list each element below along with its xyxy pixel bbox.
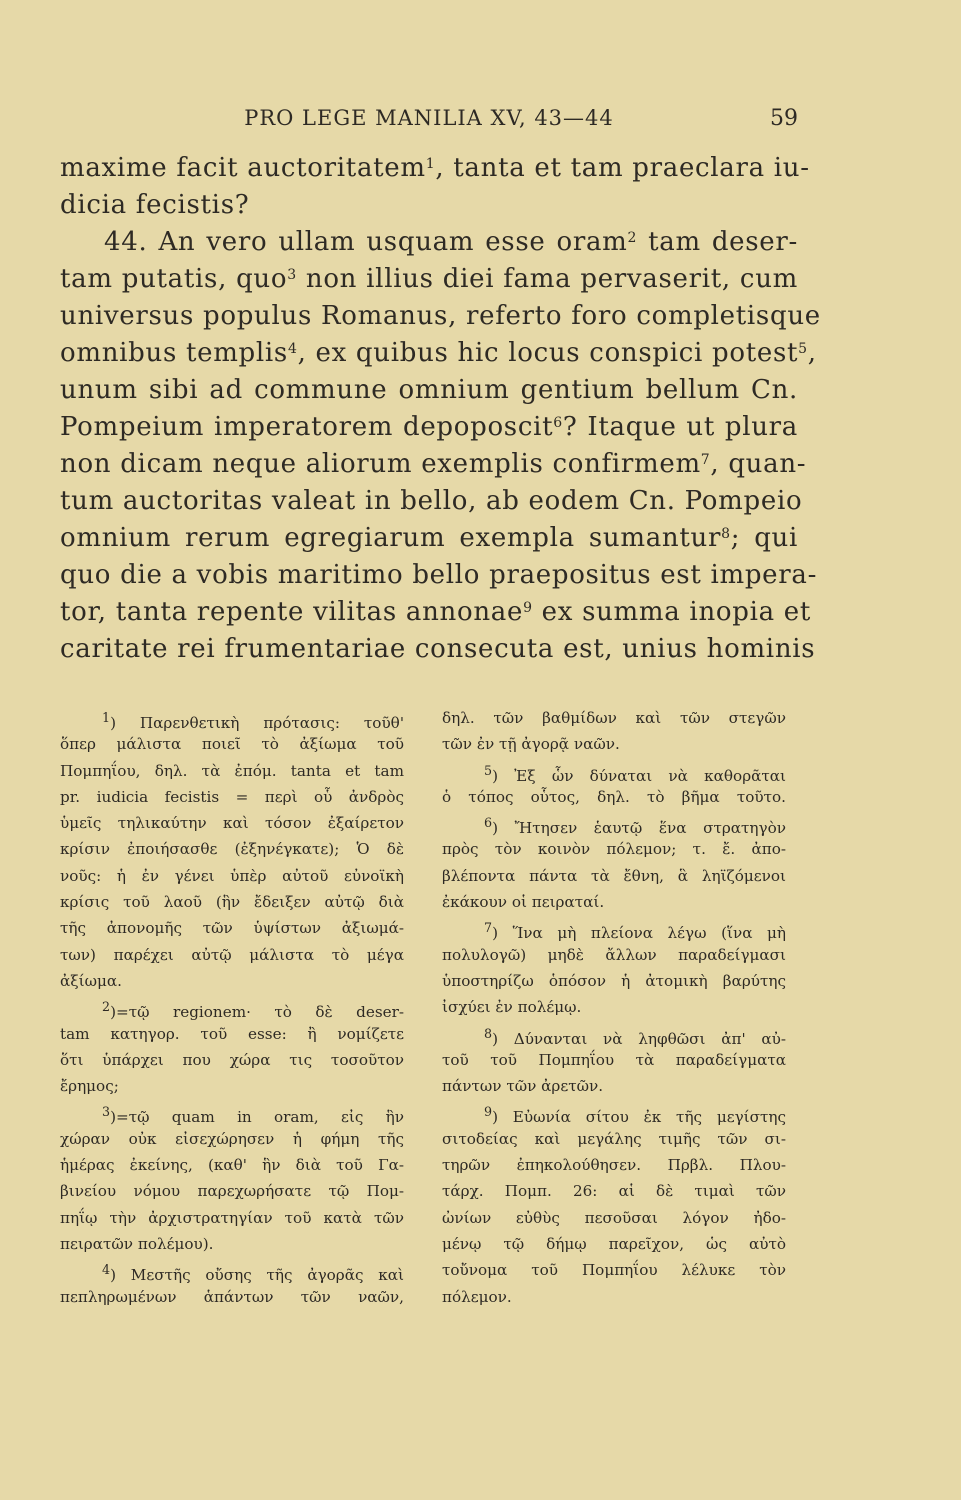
footnote-line: ὁ τόπος οὗτος, δηλ. τὸ βῆμα τοῦτο. (442, 787, 786, 806)
footnote-line: νοῦς: ἡ ἐν γένει ὑπὲρ αὐτοῦ εὐνοϊκὴ (60, 866, 404, 885)
text-line: Pompeium imperatorem depoposcit$^6$? Itaque ut plura (60, 412, 798, 442)
footnote-line: ὅτι ὑπάρχει που χώρα τις τοσοῦτον (60, 1050, 404, 1069)
footnote-line: τοῦ τοῦ Πομπηΐου τὰ παραδείγματα (442, 1050, 786, 1069)
footnote-line: ὑποστηρίζω ὁπόσον ἡ ἀτομικὴ βαρύτης (442, 971, 786, 990)
footnote-line: κρίσιν ἐποιήσασθε (ἐξηνέγκατε); Ὁ δὲ (60, 840, 404, 859)
footnote-line: τῶν ἐν τῇ ἀγορᾷ ναῶν. (442, 735, 620, 754)
footnote-line: των) παρέχει αὐτῷ μάλιστα τὸ μέγα (60, 945, 404, 964)
footnote-line: σιτοδείας καὶ μεγάλης τιμῆς τῶν σι- (442, 1129, 786, 1148)
text-line: non dicam neque aliorum exemplis confirmem$^7$, quan- (60, 449, 807, 479)
footnote-line: ἐκάκουν οἱ πειραταί. (442, 893, 605, 912)
main-text (60, 150, 821, 668)
text-line: omnium rerum egregiarum exempla sumantur$^8$; qui (60, 523, 798, 553)
footnote-line: πολυλογῶ) μηδὲ ἄλλων παραδείγμασι (442, 945, 786, 964)
footnote-line: ἰσχύει ἐν πολέμῳ. (442, 998, 582, 1017)
text-line: caritate rei frumentariae consecuta est, unius hominis (60, 634, 816, 664)
text-line: tam putatis, quo$^3$ non illius diei fama pervaserit, cum (60, 264, 798, 294)
text-line: quo die a vobis maritimo bello praepositus est impera- (60, 560, 818, 590)
footnotes-left-column (60, 705, 404, 1310)
page-number: 59 (770, 106, 798, 131)
footnote-line: $^6$) Ἤτησεν ἑαυτῷ ἕνα στρατηγὸν (484, 815, 786, 837)
footnote-line: τῆς ἀπονομῆς τῶν ὑψίστων ἀξιωμά- (60, 919, 404, 938)
text-line: universus populus Romanus, referto foro completisque (60, 301, 821, 331)
running-title: PRO LEGE MANILIA XV, 43—44 (244, 106, 614, 130)
footnote-line: δηλ. τῶν βαθμίδων καὶ τῶν στεγῶν (442, 709, 786, 727)
footnote-line: πηΐῳ τὴν ἀρχιστρατηγίαν τοῦ κατὰ τῶν (60, 1208, 404, 1227)
footnote-line: pr. iudicia fecistis = περὶ οὗ ἀνδρὸς (60, 787, 404, 806)
text-line: tum auctoritas valeat in bello, ab eodem Cn. Pompeio (60, 486, 803, 516)
footnote-line: τοὔνομα τοῦ Πομπηΐου λέλυκε τὸν (442, 1261, 786, 1280)
footnote-line: ὅπερ μάλιστα ποιεῖ τὸ ἀξίωμα τοῦ (60, 735, 404, 754)
footnote-line: $^3$)=τῷ quam in oram, εἰς ἣν (102, 1104, 404, 1126)
footnote-line: χώραν οὐκ εἰσεχώρησεν ἡ φήμη τῆς (60, 1129, 404, 1148)
footnote-line: πειρατῶν πολέμου). (60, 1234, 214, 1253)
footnote-line: τηρῶν ἐπηκολούθησεν. Πρβλ. Πλου- (442, 1156, 786, 1175)
footnotes-right-column (442, 705, 786, 1310)
footnote-line: ὑμεῖς τηλικαύτην καὶ τόσον ἐξαίρετον (60, 814, 404, 833)
footnote-line: κρίσις τοῦ λαοῦ (ἣν ἔδειξεν αὐτῷ διὰ (60, 893, 404, 912)
text-line: omnibus templis$^4$, ex quibus hic locus conspici potest$^5$, (60, 338, 817, 368)
footnote-line: μένῳ τῷ δήμῳ παρεῖχον, ὡς αὐτὸ (442, 1234, 786, 1253)
footnote-line: πόλεμον. (442, 1287, 512, 1306)
text-line: tor, tanta repente vilitas annonae$^9$ ex summa inopia et (60, 597, 812, 627)
running-header (60, 104, 798, 140)
footnote-line: $^9$) Εὐωνία σίτου ἐκ τῆς μεγίστης (484, 1104, 786, 1126)
footnote-line: βλέποντα πάντα τὰ ἔθνη, ἃ ληϊζόμενοι (442, 866, 786, 885)
text-line: 44. An vero ullam usquam esse oram$^2$ tam deser- (60, 227, 798, 257)
footnote-line: $^1$) Παρενθετικὴ πρότασις: τοῦθ' (102, 710, 404, 732)
footnote-line: τάρχ. Πομπ. 26: αἱ δὲ τιμαὶ τῶν (442, 1182, 786, 1201)
footnote-line: $^7$) Ἵνα μὴ πλείονα λέγω (ἵνα μὴ (484, 920, 786, 942)
footnote-line: Πομπηΐου, δηλ. τὰ ἐπόμ. tanta et tam (60, 761, 404, 780)
footnote-line: πρὸς τὸν κοινὸν πόλεμον; τ. ἔ. ἀπο- (442, 840, 786, 859)
footnote-line: $^4$) Μεστῆς οὔσης τῆς ἀγορᾶς καὶ (102, 1262, 404, 1284)
footnote-line: ἔρημος; (60, 1077, 119, 1096)
footnote-line: βινείου νόμου παρεχωρήσατε τῷ Πομ- (60, 1182, 404, 1201)
footnote-line: πεπληρωμένων ἁπάντων τῶν ναῶν, (60, 1287, 404, 1306)
footnote-line: ἡμέρας ἐκείνης, (καθ' ἣν διὰ τοῦ Γα- (60, 1156, 404, 1175)
footnote-line: ἀξίωμα. (60, 971, 122, 990)
footnote-line: πάντων τῶν ἀρετῶν. (442, 1077, 604, 1096)
text-line: dicia fecistis? (60, 190, 250, 220)
footnote-line: $^8$) Δύνανται νὰ ληφθῶσι ἀπ' αὐ- (484, 1025, 786, 1047)
footnotes (60, 705, 798, 1385)
text-line: unum sibi ad commune omnium gentium bellum Cn. (60, 375, 798, 405)
footnote-line: ὠνίων εὐθὺς πεσοῦσαι λόγον ἠδο- (442, 1208, 786, 1227)
footnote-line: $^5$) Ἐξ ὧν δύναται νὰ καθορᾶται (484, 762, 786, 784)
text-line: maxime facit auctoritatem$^1$, tanta et tam praeclara iu- (60, 153, 810, 183)
footnote-line: tam κατηγορ. τοῦ esse: ἢ νομίζετε (60, 1024, 404, 1043)
footnote-line: $^2$)=τῷ regionem· τὸ δὲ deser- (102, 999, 404, 1021)
